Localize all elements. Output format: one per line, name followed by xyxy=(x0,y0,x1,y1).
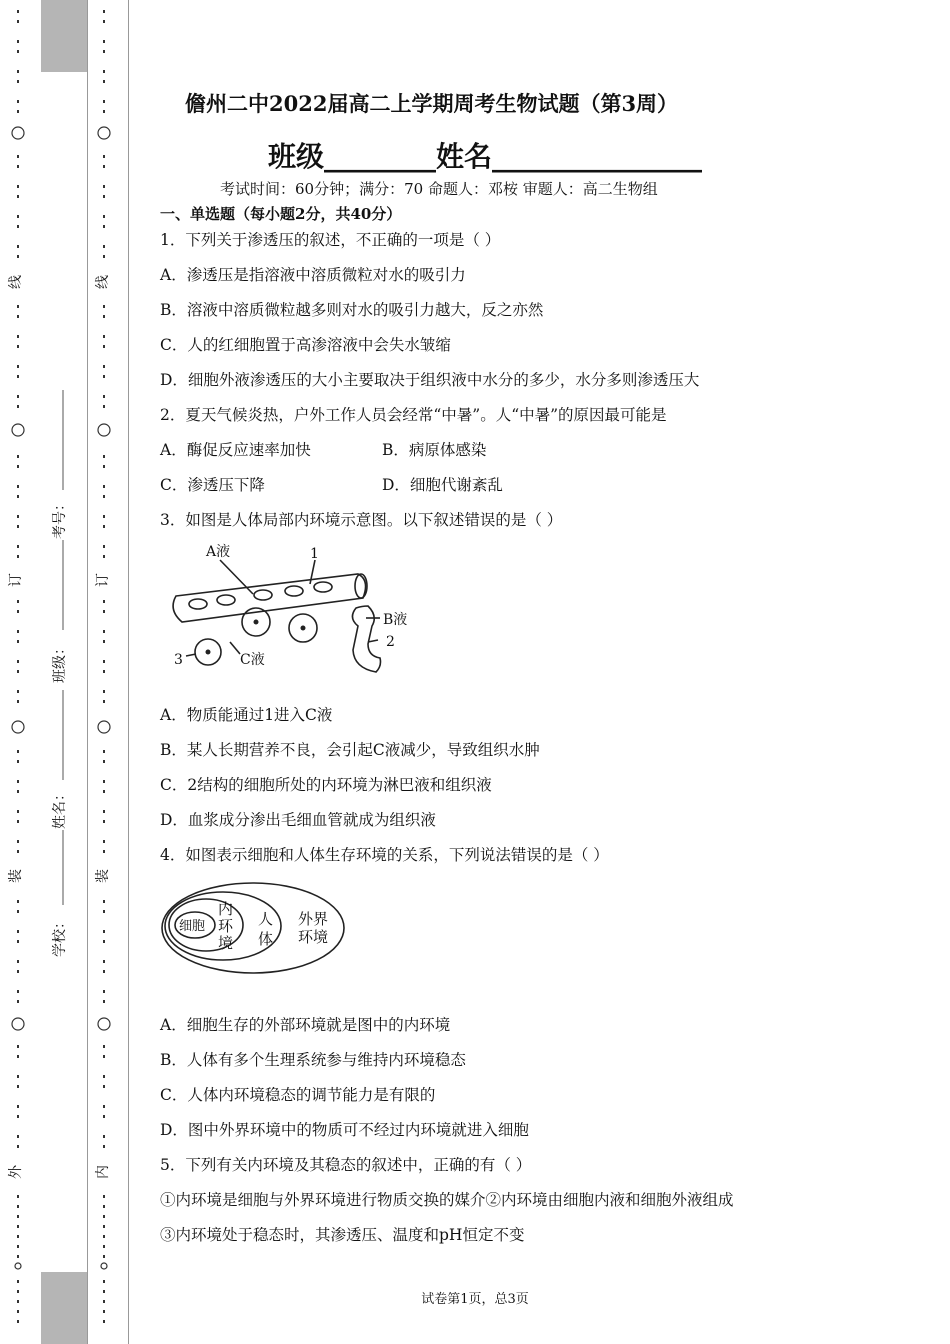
field-class: 班级： xyxy=(52,641,68,683)
q4-option-c: C．人体内环境稳态的调节能力是有限的 xyxy=(160,1086,436,1104)
q4-option-b: B．人体有多个生理系统参与维持内环境稳态 xyxy=(160,1051,466,1069)
q2-option-b: B．病原体感染 xyxy=(382,441,487,459)
outer-mark-order: 订 xyxy=(8,573,24,587)
circle-marks xyxy=(12,127,110,1269)
q1-option-c: C．人的红细胞置于高渗溶液中会失水皱缩 xyxy=(160,336,451,354)
q5-statement-1-2: ①内环境是细胞与外界环境进行物质交换的媒介②内环境由细胞内液和细胞外液组成 xyxy=(160,1191,734,1209)
q4-option-a: A．细胞生存的外部环境就是图中的内环境 xyxy=(160,1016,451,1034)
exam-title: 儋州二中2022届高二上学期周考生物试题（第3周） xyxy=(185,91,679,116)
label-outer-1: 外界 xyxy=(298,910,329,928)
inner-mark-order: 订 xyxy=(95,573,111,587)
exam-info: 考试时间：60分钟；满分：70 命题人：邓桉 审题人：高二生物组 xyxy=(220,180,658,198)
q1-stem: 1．下列关于渗透压的叙述，不正确的一项是（ ） xyxy=(160,231,501,249)
label-inner-1: 内 xyxy=(218,900,234,918)
q3-option-c: C．2结构的细胞所处的内环境为淋巴液和组织液 xyxy=(160,776,492,794)
q3-figure xyxy=(158,540,428,675)
field-name: 姓名： xyxy=(52,787,68,829)
outer-mark-bind: 装 xyxy=(8,869,24,883)
outer-mark-line: 线 xyxy=(8,275,24,289)
q2-option-a: A．酶促反应速率加快 xyxy=(160,441,311,459)
label-2: 2 xyxy=(386,634,395,650)
label-inner-2: 环 xyxy=(218,917,234,935)
q2-option-d: D．细胞代谢紊乱 xyxy=(382,476,503,494)
q5-stem: 5．下列有关内环境及其稳态的叙述中，正确的有（ ） xyxy=(160,1156,532,1174)
outer-mark-outside: 外 xyxy=(8,1165,24,1179)
inner-mark-inside: 内 xyxy=(95,1165,111,1179)
label-b-liquid: B液 xyxy=(383,612,408,628)
label-a-liquid: A液 xyxy=(206,544,231,560)
q5-statement-3: ③内环境处于稳态时，其渗透压、温度和pH恒定不变 xyxy=(160,1226,525,1244)
q3-option-b: B．某人长期营养不良，会引起C液减少，导致组织水肿 xyxy=(160,741,540,759)
class-name-line: 班级________姓名_______________ xyxy=(268,140,703,173)
label-outer-2: 环境 xyxy=(298,928,329,946)
label-body-2: 体 xyxy=(258,930,274,948)
q4-option-d: D．图中外界环境中的物质可不经过内环境就进入细胞 xyxy=(160,1121,529,1139)
q1-option-a: A．渗透压是指溶液中溶质微粒对水的吸引力 xyxy=(160,266,466,284)
q4-stem: 4．如图表示细胞和人体生存环境的关系，下列说法错误的是（ ） xyxy=(160,846,609,864)
lymph-vessel xyxy=(352,606,380,672)
label-3: 3 xyxy=(174,652,183,668)
inner-mark-bind: 装 xyxy=(95,869,111,883)
q1-option-d: D．细胞外液渗透压的大小主要取决于组织液中水分的多少，水分多则渗透压大 xyxy=(160,371,700,389)
field-school: 学校： xyxy=(52,915,68,957)
page-footer: 试卷第1页，总3页 xyxy=(421,1292,529,1307)
label-1: 1 xyxy=(310,546,319,562)
section-heading: 一、单选题（每小题2分，共40分） xyxy=(160,205,402,223)
q3-option-a: A．物质能通过1进入C液 xyxy=(160,706,333,724)
q1-option-b: B．溶液中溶质微粒越多则对水的吸引力越大，反之亦然 xyxy=(160,301,544,319)
label-body-1: 人 xyxy=(258,910,274,928)
inner-mark-line: 线 xyxy=(95,275,111,289)
q2-stem: 2．夏天气候炎热，户外工作人员会经常“中暑”。人“中暑”的原因最可能是 xyxy=(160,406,667,424)
q3-stem: 3．如图是人体局部内环境示意图。以下叙述错误的是（ ） xyxy=(160,511,563,529)
label-inner-3: 境 xyxy=(218,934,234,952)
q2-option-c: C．渗透压下降 xyxy=(160,476,265,494)
label-c-liquid: C液 xyxy=(240,652,265,668)
field-exam-number: 考号： xyxy=(52,497,68,539)
binding-margin xyxy=(0,0,130,1344)
inner-dots xyxy=(103,10,105,1323)
label-cell: 细胞 xyxy=(179,919,206,934)
q3-option-d: D．血浆成分渗出毛细血管就成为组织液 xyxy=(160,811,436,829)
q4-figure xyxy=(158,878,353,983)
outer-dots xyxy=(17,10,19,1323)
